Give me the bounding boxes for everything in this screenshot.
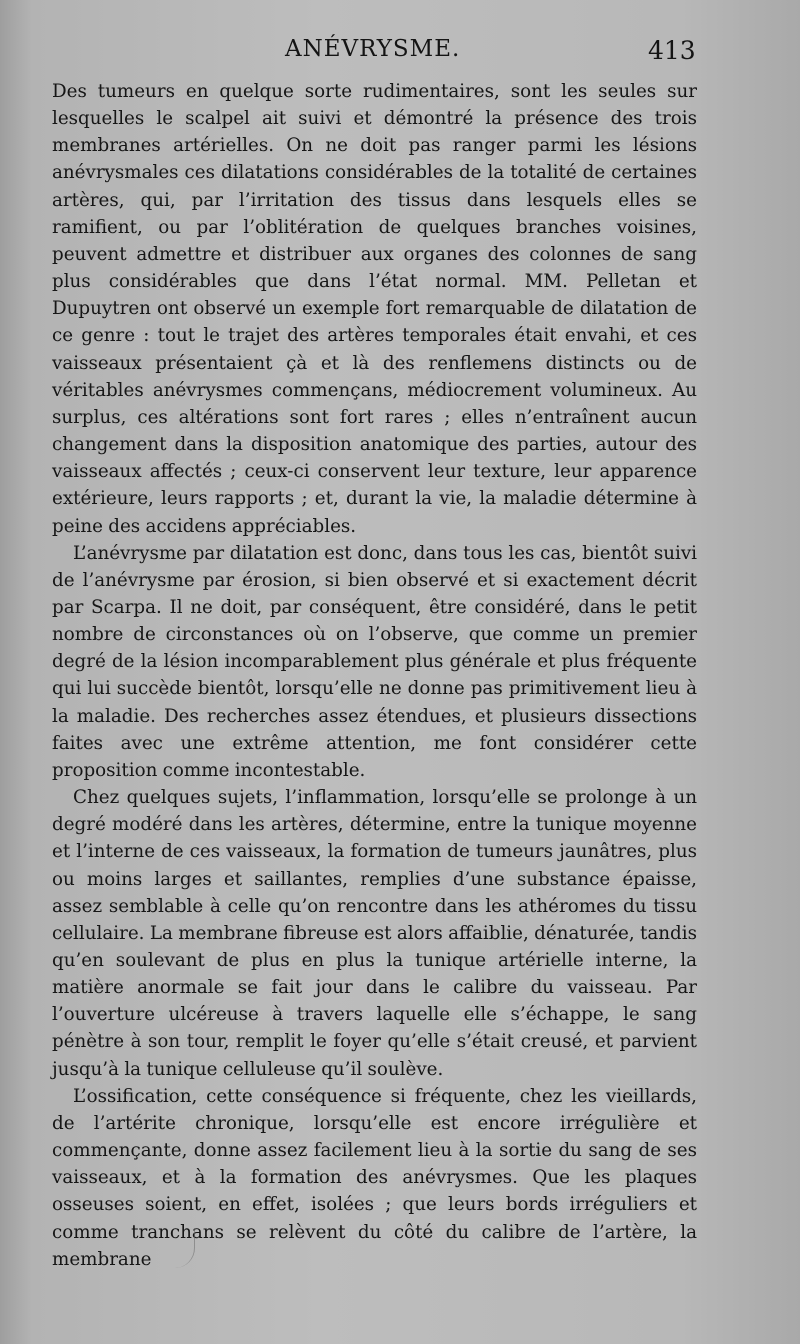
body-text: [52, 78, 697, 1273]
paragraph-2: L’anévrysme par dilatation est donc, dans tous les cas, bientôt suivi de l’anévrysme par érosion, si bien observé et si exactement décrit par Scarpa. Il ne doit, par conséquent, être considéré, dans le petit nombre de circonstances où on l’observe, que comme un premier degré de la lésion incomparablement plus générale et plus fréquente qui lui succède bientôt, lorsqu’elle ne donne pas primitivement lieu à la maladie. Des recherches assez étendues, et plusieurs dissections faites avec une extrême attention, me font considérer cette proposition comme incontestable.: [52, 542, 697, 781]
running-title: ANÉVRYSME.: [285, 36, 461, 62]
paragraph-3: Chez quelques sujets, l’inflammation, lorsqu’elle se prolonge à un degré modéré dans les artères, détermine, entre la tunique moyenne et l’interne de ces vaisseaux, la formation de tumeurs jaunâtres, plus ou moins larges et saillantes, remplies d’une substance épaisse, assez semblable à celle qu’on rencontre dans les athéromes du tissu cellulaire. La membrane fibreuse est alors affaiblie, dénaturée, tandis qu’en soulevant de plus en plus la tunique artérielle interne, la matière anormale se fait jour dans le calibre du vaisseau. Par l’ouverture ulcéreuse à travers laquelle elle s’échappe, le sang pénètre à son tour, remplit le foyer qu’elle s’était creusé, et parvient jusqu’à la tunique celluleuse qu’il soulève.: [52, 787, 697, 1080]
paragraph-4: L’ossification, cette conséquence si fréquente, chez les vieillards, de l’artérite chronique, lorsqu’elle est encore irrégulière et commençante, donne assez facilement lieu à la sortie du sang de ses vaisseaux, et à la formation des anévrysmes. Que les plaques osseuses soient, en effet, isolées ; que leurs bords irréguliers et comme tranchans se relèvent du côté du calibre de l’artère, la membrane: [52, 1085, 697, 1270]
paragraph-1: Des tumeurs en quelque sorte rudimentaires, sont les seules sur lesquelles le scalpel ait suivi et démontré la présence des trois membranes artérielles. On ne doit pas ranger parmi les lésions anévrysmales ces dilatations considérables de la totalité de certaines artères, qui, par l’irritation des tissus dans lesquels elles se ramifient, ou par l’oblitération de quelques branches voisines, peuvent admettre et distribuer aux organes des colonnes de sang plus considérables que dans l’état normal. MM. Pelletan et Dupuytren ont observé un exemple fort remarquable de dilatation de ce genre : tout le trajet des artères temporales était envahi, et ces vaisseaux présentaient çà et là des renflemens distincts ou de véritables anévrysmes commençans, médiocrement volumineux. Au surplus, ces altérations sont fort rares ; elles n’entraînent aucun changement dans la disposition anatomique des parties, autour des vaisseaux affectés ; ceux-ci conservent leur texture, leur apparence extérieure, leurs rapports ; et, durant la vie, la maladie détermine à peine des accidens appréciables.: [52, 81, 697, 537]
page-header: [0, 36, 800, 76]
page-number: 413: [648, 36, 696, 65]
